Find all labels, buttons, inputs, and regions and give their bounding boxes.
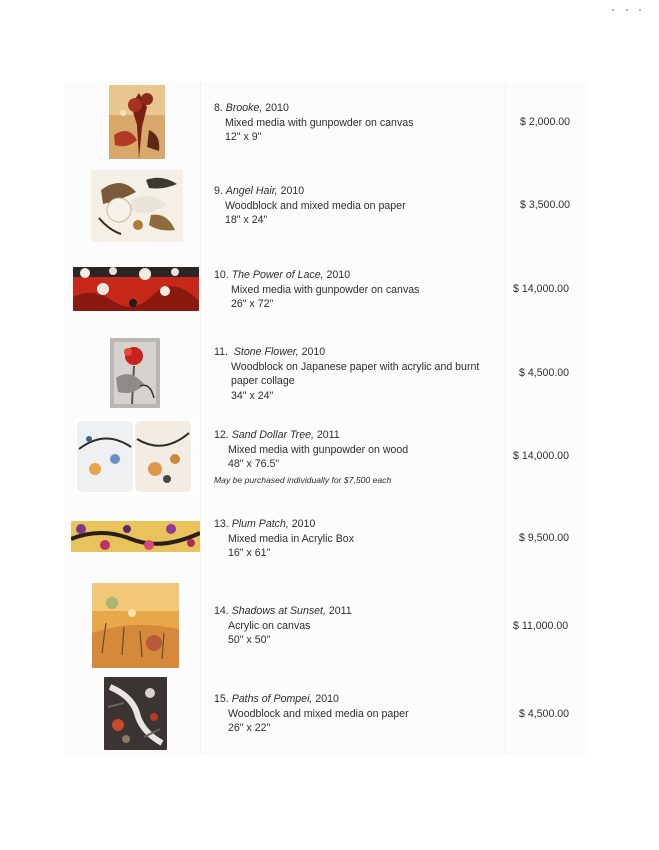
item-medium-continued: paper collage [231,375,295,388]
item-price: $ 4,500.00 [519,367,570,379]
item-price: $ 3,500.00 [520,199,571,211]
item-price: $ 4,500.00 [519,708,570,720]
item-title: Angel Hair, [225,185,278,197]
item-dimensions: 26" x 72" [231,298,274,311]
item-note: May be purchased individually for $7,500 each [214,474,392,485]
artwork-thumbnail-paths-of-pompei [104,677,167,750]
column-divider [200,82,201,754]
item-price: $ 11,000.00 [513,620,569,632]
item-number: 13. [214,518,229,530]
item-dimensions: 18" x 24" [225,214,268,227]
scan-marks [612,9,642,13]
item-description [214,604,352,648]
item-year: 2010 [326,269,351,281]
item-title: Sand Dollar Tree, [231,429,314,441]
item-medium: Mixed media with gunpowder on wood [228,443,409,456]
item-number: 12. [214,429,229,441]
artwork-thumbnail-brooke [109,85,165,159]
item-description [214,517,354,561]
item-year: 2011 [316,429,340,441]
item-medium: Woodblock and mixed media on paper [225,199,406,212]
item-price: $ 14,000.00 [513,283,569,295]
item-number: 10. [214,269,229,281]
artwork-thumbnail-plum-patch [71,521,200,552]
item-year: 2010 [315,693,339,705]
item-dimensions: 26" x 22" [228,722,271,735]
item-dimensions: 48" x 76.5" [228,458,280,471]
item-description [214,692,409,736]
item-price: $ 9,500.00 [519,532,570,544]
item-medium: Woodblock and mixed media on paper [228,707,409,720]
artwork-thumbnail-stone-flower [110,338,160,408]
item-number: 15. [214,693,229,705]
column-divider [505,82,506,754]
item-dimensions: 34" x 24" [231,389,274,402]
item-number: 14. [214,605,229,617]
item-description [214,268,419,312]
item-description [214,428,408,487]
item-medium: Mixed media in Acrylic Box [228,532,354,545]
item-title: The Power of Lace, [231,269,324,281]
item-title: Plum Patch, [231,518,289,530]
item-year: 2011 [328,605,352,617]
item-description [214,184,406,228]
item-number: 8. [214,102,223,114]
item-year: 2010 [301,346,326,358]
item-medium: Acrylic on canvas [228,619,311,632]
item-medium: Mixed media with gunpowder on canvas [231,283,420,296]
item-price: $ 2,000.00 [520,116,571,128]
item-price: $ 14,000.00 [513,450,569,462]
item-year: 2010 [291,518,316,530]
item-title: Stone Flower, [233,346,299,358]
artwork-thumbnail-the-power-of-lace [73,267,199,311]
item-dimensions: 16" x 61" [228,547,271,560]
artwork-thumbnail-angel-hair [91,170,183,242]
item-dimensions: 12" x 9" [225,131,262,144]
artwork-thumbnail-shadows-at-sunset [92,583,179,668]
item-medium: Mixed media with gunpowder on canvas [225,116,414,129]
item-title: Brooke, [225,102,263,114]
item-number: 9. [214,185,223,197]
item-title: Paths of Pompei, [231,693,313,705]
artwork-thumbnail-sand-dollar-tree [75,419,193,494]
item-dimensions: 50" x 50" [228,634,271,647]
item-description [214,345,479,403]
item-year: 2010 [280,185,305,197]
item-year: 2010 [265,102,289,114]
item-number: 11. [214,346,228,358]
item-title: Shadows at Sunset, [231,605,326,617]
item-medium: Woodblock on Japanese paper with acrylic and burnt [231,360,480,373]
item-description [214,101,413,145]
